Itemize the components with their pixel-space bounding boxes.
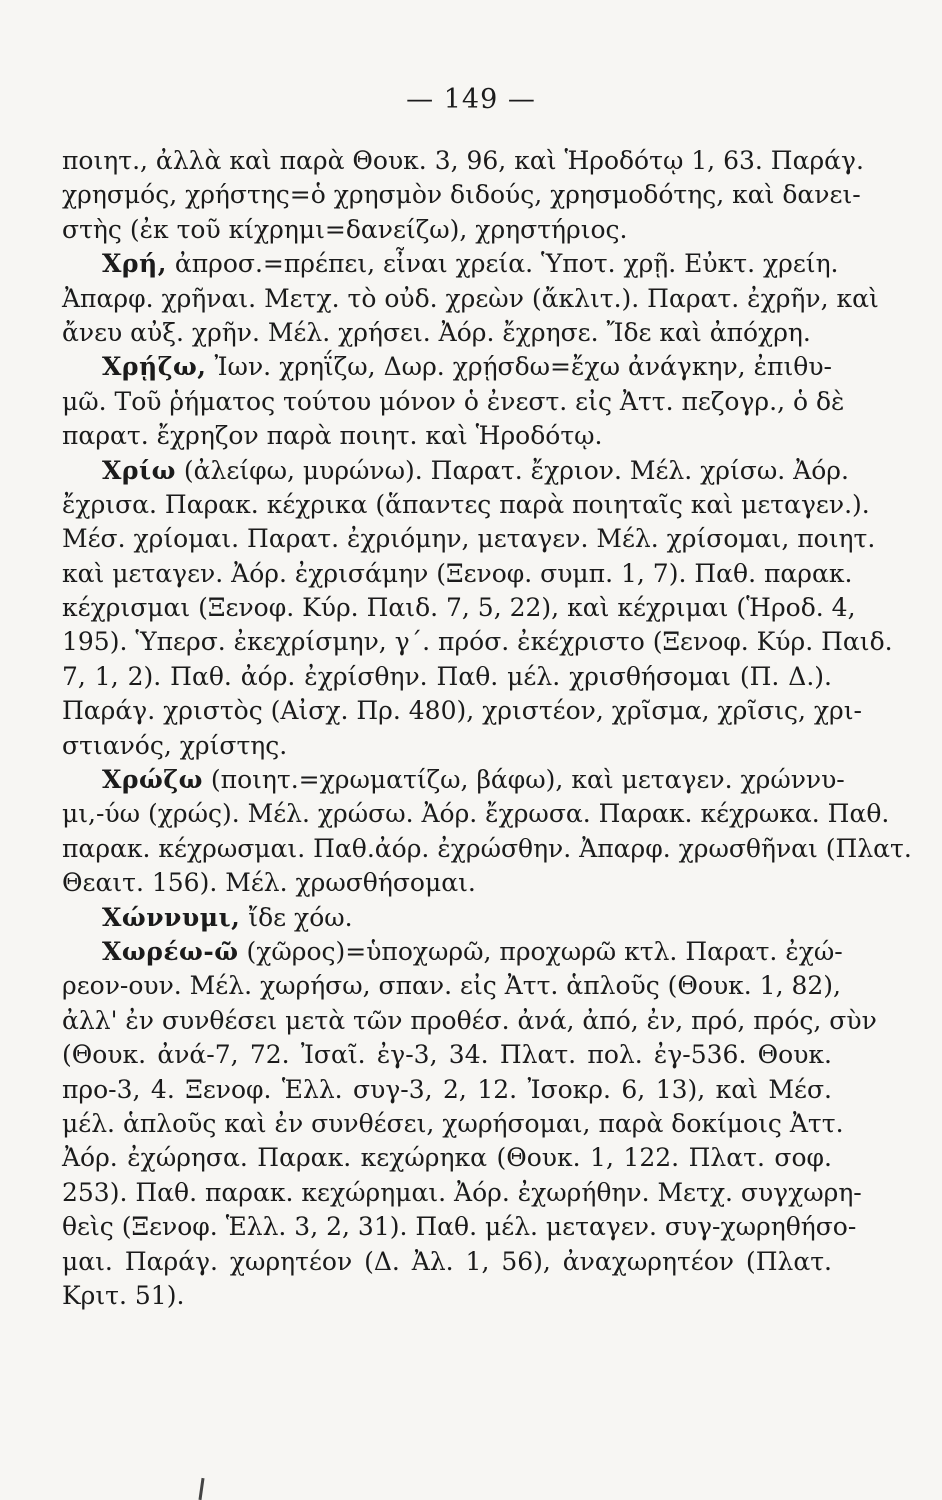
line-text: 195). Ὑπερσ. ἐκεχρίσμην, γ΄. πρόσ. ἐκέχριστο (Ξενοφ. Κύρ. Παιδ. [62,627,893,657]
line-text: Ἀόρ. ἐχώρησα. Παρακ. κεχώρηκα (Θουκ. 1, 122. Πλατ. σοφ. [62,1143,832,1173]
line-text: καὶ μεταγεν. Ἀόρ. ἐχρισάμην (Ξενοφ. συμπ. 1, 7). Παθ. παρακ. [62,558,853,588]
line-text: χρησμός, χρήστης=ὁ χρησμὸν διδούς, χρησμοδότης, καὶ δανει- [62,180,861,210]
line-text: ἴδε χόω. [240,902,353,932]
line-text: κέχρισμαι (Ξενοφ. Κύρ. Παιδ. 7, 5, 22), καὶ κέχριμαι (Ἡροδ. 4, [62,593,856,623]
page-number: — 149 — [406,84,536,115]
text-line [62,488,870,522]
text-line [62,832,912,866]
line-text: 7, 1, 2). Παθ. ἀόρ. ἐχρίσθην. Παθ. μέλ. χρισθήσομαι (Π. Δ.). [62,661,832,691]
text-line [62,763,845,797]
dictionary-text [62,144,912,1313]
line-text: παρακ. κέχρωσμαι. Παθ.ἀόρ. ἐχρώσθην. Ἀπαρφ. χρωσθῆναι (Πλατ. [62,833,912,863]
line-text: στὴς (ἐκ τοῦ κίχρημι=δανείζω), χρηστήριος. [62,214,628,244]
line-text: 253). Παθ. παρακ. κεχώρημαι. Ἀόρ. ἐχωρήθην. Μετχ. συγχωρη- [62,1177,862,1207]
text-line [62,282,879,316]
line-text: ἀλλ' ἐν συνθέσει μετὰ τῶν προθέσ. ἀνά, ἀπό, ἐν, πρό, πρός, σὺν [62,1005,877,1035]
text-line [62,1073,832,1107]
line-text: παρατ. ἔχρηζον παρὰ ποιητ. καὶ Ἡροδότῳ. [62,421,603,451]
text-line [62,797,890,831]
text-line [62,522,876,556]
text-line [62,694,862,728]
text-line [62,247,839,281]
text-line [62,1210,857,1244]
text-line [62,1176,862,1210]
text-line [62,144,864,178]
ink-mark [198,1478,204,1500]
headword: Χρῄζω, [102,352,207,382]
text-line [62,1004,877,1038]
text-line [62,1245,832,1279]
line-text: ἄνευ αὐξ. χρῆν. Μέλ. χρήσει. Ἀόρ. ἔχρησε. Ἴδε καὶ ἀπόχρη. [62,317,811,347]
headword: Χωρέω-ῶ [102,936,239,966]
text-line [62,454,849,488]
headword: Χρώζω [102,765,203,795]
line-text: μαι. Παράγ. χωρητέον (Δ. Ἀλ. 1, 56), ἀναχωρητέον (Πλατ. [62,1246,832,1276]
text-line [62,1279,832,1313]
text-line [62,591,856,625]
line-text: (χῶρος)=ὑποχωρῶ, προχωρῶ κτλ. Παρατ. ἐχώ- [238,936,843,966]
line-text: Ἀπαρφ. χρῆναι. Μετχ. τὸ οὐδ. χρεὼν (ἄκλιτ.). Παρατ. ἐχρῆν, καὶ [62,283,879,313]
text-line [62,557,853,591]
line-text: ἔχρισα. Παρακ. κέχρικα (ἅπαντες παρὰ ποιηταῖς καὶ μεταγεν.). [62,489,870,519]
headword: Χώννυμι, [102,902,241,932]
text-line [62,1107,844,1141]
text-line [62,901,832,935]
line-text: προ-3, 4. Ξενοφ. Ἑλλ. συγ-3, 2, 12. Ἰσοκρ. 6, 13), καὶ Μέσ. [62,1074,832,1104]
line-text: Ἰων. χρηΐζω, Δωρ. χρῄσδω=ἔχω ἀνάγκην, ἐπιθυ- [206,352,832,382]
text-line [62,316,832,350]
line-text: ποιητ., ἀλλὰ καὶ παρὰ Θουκ. 3, 96, καὶ Ἡροδότῳ 1, 63. Παράγ. [62,146,864,175]
line-text: στιανός, χρίστης. [62,730,288,760]
text-line [62,625,893,659]
line-text: (Θουκ. ἀνά-7, 72. Ἰσαῖ. ἐγ-3, 34. Πλατ. πολ. ἐγ-536. Θουκ. [62,1040,832,1070]
line-text: θεὶς (Ξενοφ. Ἑλλ. 3, 2, 31). Παθ. μέλ. μεταγεν. συγ-χωρηθήσο- [62,1212,857,1242]
line-text: Κριτ. 51). [62,1280,185,1310]
text-line [62,660,832,694]
text-line [62,1038,832,1072]
line-text: ἀπροσ.=πρέπει, εἶναι χρεία. Ὑποτ. χρῇ. Εὐκτ. χρείη. [166,249,839,279]
text-line [62,178,861,212]
line-text: Μέσ. χρίομαι. Παρατ. ἐχριόμην, μεταγεν. Μέλ. χρίσομαι, ποιητ. [62,524,876,554]
line-text: (ἀλείφω, μυρώνω). Παρατ. ἔχριον. Μέλ. χρίσω. Ἀόρ. [175,455,849,485]
text-line [62,729,832,763]
text-line [62,935,843,969]
line-text: ρεον-ουν. Μέλ. χωρήσω, σπαν. εἰς Ἀττ. ἁπλοῦς (Θουκ. 1, 82), [62,971,841,1001]
headword: Χρή, [102,249,167,279]
headword: Χρίω [102,455,176,485]
line-text: Θεαιτ. 156). Μέλ. χρωσθήσομαι. [62,868,476,898]
text-line [62,213,832,247]
line-text: Παράγ. χριστὸς (Αἰσχ. Πρ. 480), χριστέον, χρῖσμα, χρῖσις, χρι- [62,696,862,726]
text-line [62,385,845,419]
text-line [62,1141,832,1175]
text-line [62,866,832,900]
line-text: μι,-ύω (χρώς). Μέλ. χρώσω. Ἀόρ. ἔχρωσα. Παρακ. κέχρωκα. Παθ. [62,799,890,829]
line-text: μέλ. ἁπλοῦς καὶ ἐν συνθέσει, χωρήσομαι, παρὰ δοκίμοις Ἀττ. [62,1108,844,1138]
line-text: μῶ. Τοῦ ῥήματος τούτου μόνον ὁ ἐνεστ. εἰς Ἀττ. πεζογρ., ὁ δὲ [62,386,845,416]
text-line [62,969,841,1003]
text-line [62,350,832,384]
line-text: (ποιητ.=χρωματίζω, βάφω), καὶ μεταγεν. χρώννυ- [202,765,845,795]
text-line [62,419,832,453]
